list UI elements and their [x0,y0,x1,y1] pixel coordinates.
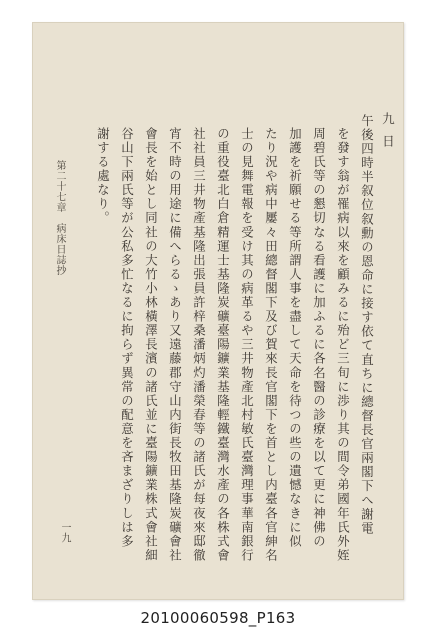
body-column-10: 會長を始とし同社の大竹小林橫澤長濱の諸氏並に臺陽鑛業株式會社細 [143,127,159,563]
body-column-8: 社社員三井物產基隆出張員許梓桑潘炳灼潘榮春等の諸氏が每夜來邸徹 [191,127,207,563]
body-column-2: を發す翁が罹病以來を顧みるに殆ど三旬に渉り其の間令弟國年氏外姪 [335,127,351,563]
page-number: 一九 [59,522,70,543]
body-column-11: 谷山下兩氏等が公私多忙なるに拘らず異常の配意を吝まざりしは多 [119,127,135,549]
image-id-caption: 20100060598_P163 [140,609,296,627]
body-column-5: たり況や病中屢々田總督閣下及び賀來長官閣下を首とし内臺各官紳名 [263,127,279,563]
date-heading: 九日 [380,112,396,157]
body-column-9: 宵不時の用途に備へらるゝあり又遠藤郡守山内街長牧田基隆炭礦會社 [167,127,183,563]
body-column-12: 謝する處なり。 [95,127,111,226]
document-page [32,22,404,600]
body-column-6: 士の見舞電報を受け其の病革るや三井物產北村敏氏臺灣理事華南銀行 [239,127,255,563]
body-column-4: 加護を祈願せる等所謂人事を盡して天命を待つの些の遺憾なきに似 [287,127,303,549]
chapter-header: 第二十七章 病床日誌抄 [54,160,65,276]
body-column-3: 周碧氏等の懇切なる看護に加ふるに各名醫の診療を以て更に神佛の [311,127,327,549]
body-column-1: 午後四時半叙位叙勳の恩命に接す依て直ちに總督長官兩閣下へ謝電 [359,114,375,536]
body-column-7: の重役臺北白倉精運士基隆炭礦臺陽鑛業基隆輕鐵臺灣水產の各株式會 [215,127,231,563]
